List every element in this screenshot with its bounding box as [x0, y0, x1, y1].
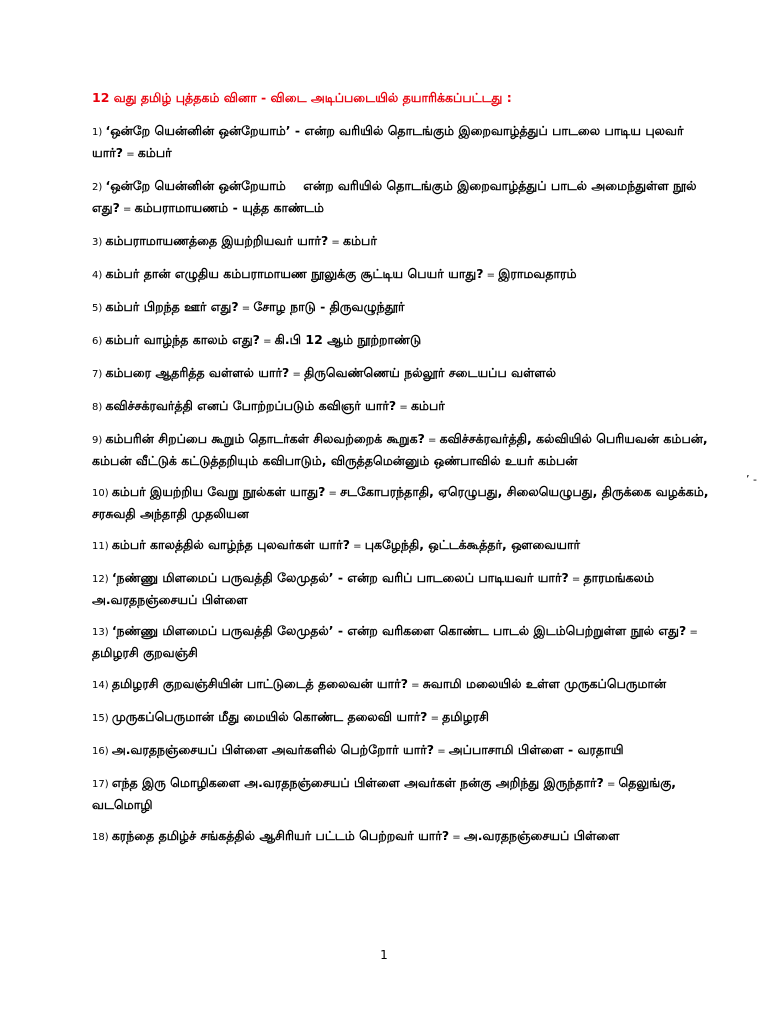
qa-answer: தெலுங்கு, வடமொழி: [92, 775, 677, 812]
qa-separator: =: [119, 204, 135, 215]
qa-question: ‘ஒன்றே யென்னின் ஒன்றேயாம்’ - என்ற வரியில் தொடங்கும் இறைவாழ்த்துப் பாடலை பாடிய புலவர் யார்?: [92, 123, 688, 160]
qa-separator: =: [238, 303, 254, 314]
qa-item: [92, 535, 712, 557]
qa-item: [92, 429, 712, 471]
qa-question: கம்பரை ஆதரித்த வள்ளல் யார்?: [105, 365, 290, 380]
qa-separator: =: [289, 369, 305, 380]
qa-question: கம்பராமாயணத்தை இயற்றியவர் யார்?: [105, 233, 329, 248]
qa-separator: =: [328, 237, 343, 248]
qa-answer: கம்பர்: [410, 398, 445, 413]
qa-separator: =: [434, 746, 449, 757]
qa-answer: கம்பர்: [342, 233, 377, 248]
qa-separator: =: [449, 832, 464, 843]
qa-item: [92, 396, 712, 418]
qa-number: 3): [92, 237, 106, 248]
qa-separator: =: [424, 435, 440, 446]
qa-number: 6): [92, 336, 106, 347]
qa-separator: =: [259, 336, 275, 347]
qa-item: [92, 264, 712, 286]
qa-question: கரந்தை தமிழ்ச் சங்கத்தில் ஆசிரியர் பட்டம் பெற்றவர் யார்?: [111, 828, 450, 843]
qa-number: 17): [92, 779, 112, 790]
qa-separator: =: [349, 541, 365, 552]
qa-question: அ.வரதநஞ்சையப் பிள்ளை அவர்களில் பெற்றோர் யார்?: [111, 742, 435, 757]
qa-number: 9): [92, 435, 106, 446]
qa-item: [92, 773, 712, 815]
qa-separator: =: [123, 149, 138, 160]
qa-question: ‘ஒன்றே யென்னின் ஒன்றேயாம் என்ற வரியில் தொடங்கும் இறைவாழ்த்துப் பாடல் அமைந்துள்ள நூல் எது?: [92, 178, 701, 215]
qa-question: தமிழரசி குறவஞ்சியின் பாட்டுடைத் தலைவன் யார்?: [111, 676, 408, 691]
qa-item: [92, 621, 712, 663]
qa-list: [92, 121, 712, 859]
qa-number: 1): [92, 127, 106, 138]
page-number: 1: [380, 948, 388, 962]
qa-answer: தமிழரசி: [442, 709, 489, 724]
qa-item: [92, 826, 712, 848]
qa-number: 2): [92, 182, 106, 193]
qa-answer: கம்பர்: [137, 145, 172, 160]
qa-item: [92, 121, 712, 165]
qa-question: கம்பர் தான் எழுதிய கம்பராமாயண நூலுக்கு சூட்டிய பெயர் யாது?: [105, 266, 484, 281]
qa-item: [92, 363, 712, 385]
qa-answer: சுவாமி மலையில் உள்ள முருகப்பெருமான்: [422, 676, 667, 691]
qa-answer: சோழ நாடு - திருவழுந்தூர்: [253, 299, 405, 314]
qa-item: [92, 740, 712, 762]
qa-number: 12): [92, 574, 112, 585]
qa-answer: திருவெண்ணெய் நல்லூர் சடையப்ப வள்ளல்: [304, 365, 557, 380]
qa-number: 13): [92, 627, 112, 638]
qa-number: 5): [92, 303, 106, 314]
qa-item: [92, 568, 712, 610]
qa-item: [92, 231, 712, 253]
qa-separator: =: [325, 488, 341, 499]
qa-question: ‘நண்ணு மிளமைப் பருவத்தி லேமுதல்’ - என்ற வரிகளை கொண்ட பாடல் இடம்பெற்றுள்ள நூல் எது?: [111, 623, 687, 638]
qa-answer: புகழேந்தி, ஒட்டக்கூத்தர், ஔவையார்: [364, 537, 581, 552]
qa-question: கவிச்சக்ரவர்த்தி எனப் போற்றப்படும் கவிஞர் யார்?: [105, 398, 397, 413]
qa-answer: கம்பராமாயணம் - யுத்த காண்டம்: [134, 200, 324, 215]
qa-separator: =: [427, 713, 443, 724]
qa-question: எந்த இரு மொழிகளை அ.வரதநஞ்சையப் பிள்ளை அவர்கள் நன்கு அறிந்து இருந்தார்?: [111, 775, 604, 790]
qa-question: முருகப்பெருமான் மீது மையில் கொண்ட தலைவி யார்?: [111, 709, 428, 724]
qa-number: 8): [92, 402, 106, 413]
qa-item: [92, 482, 712, 524]
qa-answer: அ.வரதநஞ்சையப் பிள்ளை: [463, 828, 620, 843]
qa-question: கம்பர் வாழ்ந்த காலம் எது?: [105, 332, 260, 347]
qa-item: [92, 674, 712, 696]
qa-answer: கவிச்சக்ரவர்த்தி, கல்வியில் பெரியவன் கம்பன், கம்பன் வீட்டுக் கட்டுத்தறியும் கவிபாடும், விருத்தமென்னும் ஒண்பாவில் உயர் கம்பன்: [92, 431, 708, 468]
qa-answer: சடகோபரந்தாதி, ஏரெழுபது, சிலையெழுபது, திருக்கை வழக்கம், சரசுவதி அந்தாதி முதலியன: [92, 484, 709, 521]
qa-question: கம்பர் இயற்றிய வேறு நூல்கள் யாது?: [111, 484, 326, 499]
qa-number: 7): [92, 369, 106, 380]
qa-number: 16): [92, 746, 112, 757]
qa-number: 4): [92, 270, 106, 281]
qa-number: 10): [92, 488, 112, 499]
qa-answer: தாரமங்கலம் அ.வரதநஞ்சையப் பிள்ளை: [92, 570, 655, 607]
qa-number: 15): [92, 713, 112, 724]
qa-item: [92, 297, 712, 319]
stray-mark: ’ -: [746, 473, 757, 486]
qa-separator: =: [686, 627, 698, 638]
qa-separator: =: [396, 402, 411, 413]
qa-number: 11): [92, 541, 112, 552]
qa-item: [92, 330, 712, 352]
qa-separator: =: [603, 779, 619, 790]
qa-separator: =: [407, 680, 423, 691]
qa-number: 14): [92, 680, 112, 691]
qa-question: கம்பர் பிறந்த ஊர் எது?: [105, 299, 239, 314]
qa-item: [92, 707, 712, 729]
qa-number: 18): [92, 832, 112, 843]
qa-item: [92, 176, 712, 220]
qa-answer: அப்பாசாமி பிள்ளை - வரதாயி: [448, 742, 624, 757]
document-heading: 12 வது தமிழ் புத்தகம் வினா - விடை அடிப்படையில் தயாரிக்கப்பட்டது :: [92, 90, 512, 105]
qa-answer: தமிழரசி குறவஞ்சி: [92, 645, 198, 660]
qa-answer: கி.பி 12 ஆம் நூற்றாண்டு: [274, 332, 422, 347]
qa-separator: =: [568, 574, 584, 585]
qa-separator: =: [483, 270, 499, 281]
qa-answer: இராமவதாரம்: [498, 266, 577, 281]
qa-question: கம்பரின் சிறப்பை கூறும் தொடர்கள் சிலவற்றைக் கூறுக?: [105, 431, 425, 446]
qa-question: ‘நண்ணு மிளமைப் பருவத்தி லேமுதல்’ - என்ற வரிப் பாடலைப் பாடியவர் யார்?: [111, 570, 569, 585]
qa-question: கம்பர் காலத்தில் வாழ்ந்த புலவர்கள் யார்?: [111, 537, 350, 552]
